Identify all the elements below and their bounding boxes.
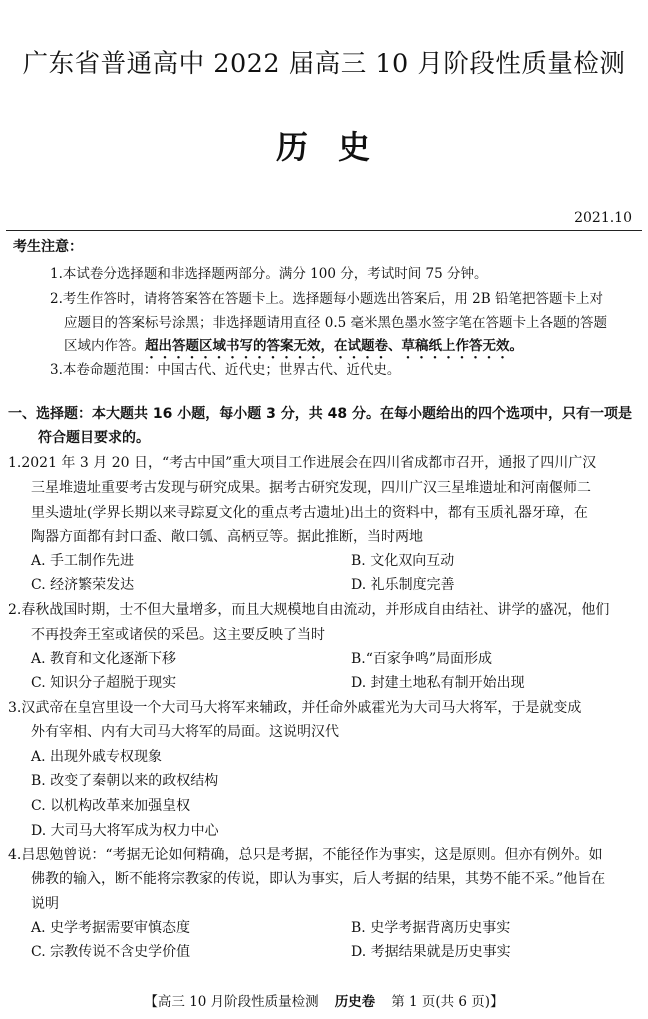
exam-title: 广东省普通高中 2022 届高三 10 月阶段性质量检测 — [22, 49, 626, 79]
question-4-line-1: 4.吕思勉曾说：“考据无论如何精确，总只是考据，不能径作为事实，这是原则。但亦有例外。如 — [8, 847, 603, 863]
question-4-option-d[interactable]: D. 考据结果就是历史事实 — [351, 944, 511, 960]
question-1-line-1: 1.2021 年 3 月 20 日，“考古中国”重大项目工作进展会在四川省成都市召开，通报了四川广汉 — [8, 455, 597, 471]
footer-page-number: 第 1 页(共 6 页)】 — [391, 994, 504, 1010]
notice-item-1: 1.本试卷分选择题和非选择题两部分。满分 100 分，考试时间 75 分钟。 — [50, 266, 488, 282]
question-1-option-b[interactable]: B. 文化双向互动 — [351, 553, 455, 569]
section-heading-cont: 符合题目要求的。 — [38, 430, 150, 446]
subject-title — [0, 122, 648, 168]
question-3-line-1: 3.汉武帝在皇宫里设一个大司马大将军来辅政，并任命外戚霍光为大司马大将军，于是就变成 — [8, 700, 582, 716]
question-3-option-a[interactable]: A. 出现外戚专权现象 — [31, 749, 163, 765]
page-footer — [0, 990, 648, 1010]
subject-char-2: 史 — [338, 128, 373, 166]
notice-item-2-line-1: 2.考生作答时，请将答案答在答题卡上。选择题每小题选出答案后，用 2B 铅笔把答题卡上对 — [50, 291, 603, 307]
notice-item-3: 3.本卷命题范围：中国古代、近代史；世界古代、近代史。 — [50, 362, 401, 378]
subject-char-1: 历 — [275, 128, 310, 166]
question-4-option-b[interactable]: B. 史学考据背离历史事实 — [351, 920, 511, 936]
notice-emphasis: 超出答题区域书写的答案无效，在试题卷、草稿纸上作答无效。 — [145, 338, 523, 354]
question-4-line-2: 佛教的输入，断不能将宗教家的传说，即认为事实，后人考据的结果，其势不能不采。”他旨在 — [31, 871, 606, 887]
question-2-option-b[interactable]: B.“百家争鸣”局面形成 — [351, 651, 493, 667]
question-2-option-a[interactable]: A. 教育和文化逐渐下移 — [31, 651, 177, 667]
question-4-option-c[interactable]: C. 宗教传说不含史学价值 — [31, 944, 191, 960]
exam-date: 2021.10 — [574, 210, 632, 226]
question-3-line-2: 外有宰相、内有大司马大将军的局面。这说明汉代 — [31, 724, 339, 740]
notice-item-2-text: 区域内作答。 — [64, 338, 145, 354]
question-1-line-3: 里头遗址(学界长期以来寻踪夏文化的重点考古遗址)出土的资料中，都有玉质礼器牙璋，在 — [31, 505, 588, 521]
footer-subject: 历史卷 — [334, 994, 376, 1010]
question-3-option-d[interactable]: D. 大司马大将军成为权力中心 — [31, 823, 219, 839]
question-2-line-1: 2.春秋战国时期，士不但大量增多，而且大规模地自由流动，并形成自由结社、讲学的盛况，他们 — [8, 602, 610, 618]
question-2-option-d[interactable]: D. 封建土地私有制开始出现 — [351, 675, 525, 691]
question-3-option-b[interactable]: B. 改变了秦朝以来的政权结构 — [31, 773, 219, 789]
notice-item-2-line-2: 应题目的答案标号涂黑；非选择题请用直径 0.5 毫米黑色墨水签字笔在答题卡上各题的答题 — [64, 315, 608, 331]
header-divider — [6, 230, 642, 231]
notice-heading: 考生注意： — [13, 239, 83, 255]
question-1-option-a[interactable]: A. 手工制作先进 — [31, 553, 135, 569]
question-1-option-d[interactable]: D. 礼乐制度完善 — [351, 577, 455, 593]
section-heading: 一、选择题：本大题共 16 小题，每小题 3 分，共 48 分。在每小题给出的四个选项中，只有一项是 — [8, 406, 632, 422]
question-4-line-3: 说明 — [31, 896, 59, 912]
question-2-option-c[interactable]: C. 知识分子超脱于现实 — [31, 675, 177, 691]
question-4-option-a[interactable]: A. 史学考据需要审慎态度 — [31, 920, 191, 936]
question-1-option-c[interactable]: C. 经济繁荣发达 — [31, 577, 135, 593]
question-2-line-2: 不再投奔王室或诸侯的采邑。这主要反映了当时 — [31, 627, 325, 643]
question-3-option-c[interactable]: C. 以机构改革来加强皇权 — [31, 798, 191, 814]
question-1-line-4: 陶器方面都有封口盉、敞口瓠、高柄豆等。据此推断，当时两地 — [31, 529, 423, 545]
footer-exam-name: 【高三 10 月阶段性质量检测 — [144, 994, 319, 1010]
question-1-line-2: 三星堆遗址重要考古发现与研究成果。据考古研究发现，四川广汉三星堆遗址和河南偃师二 — [31, 480, 591, 496]
